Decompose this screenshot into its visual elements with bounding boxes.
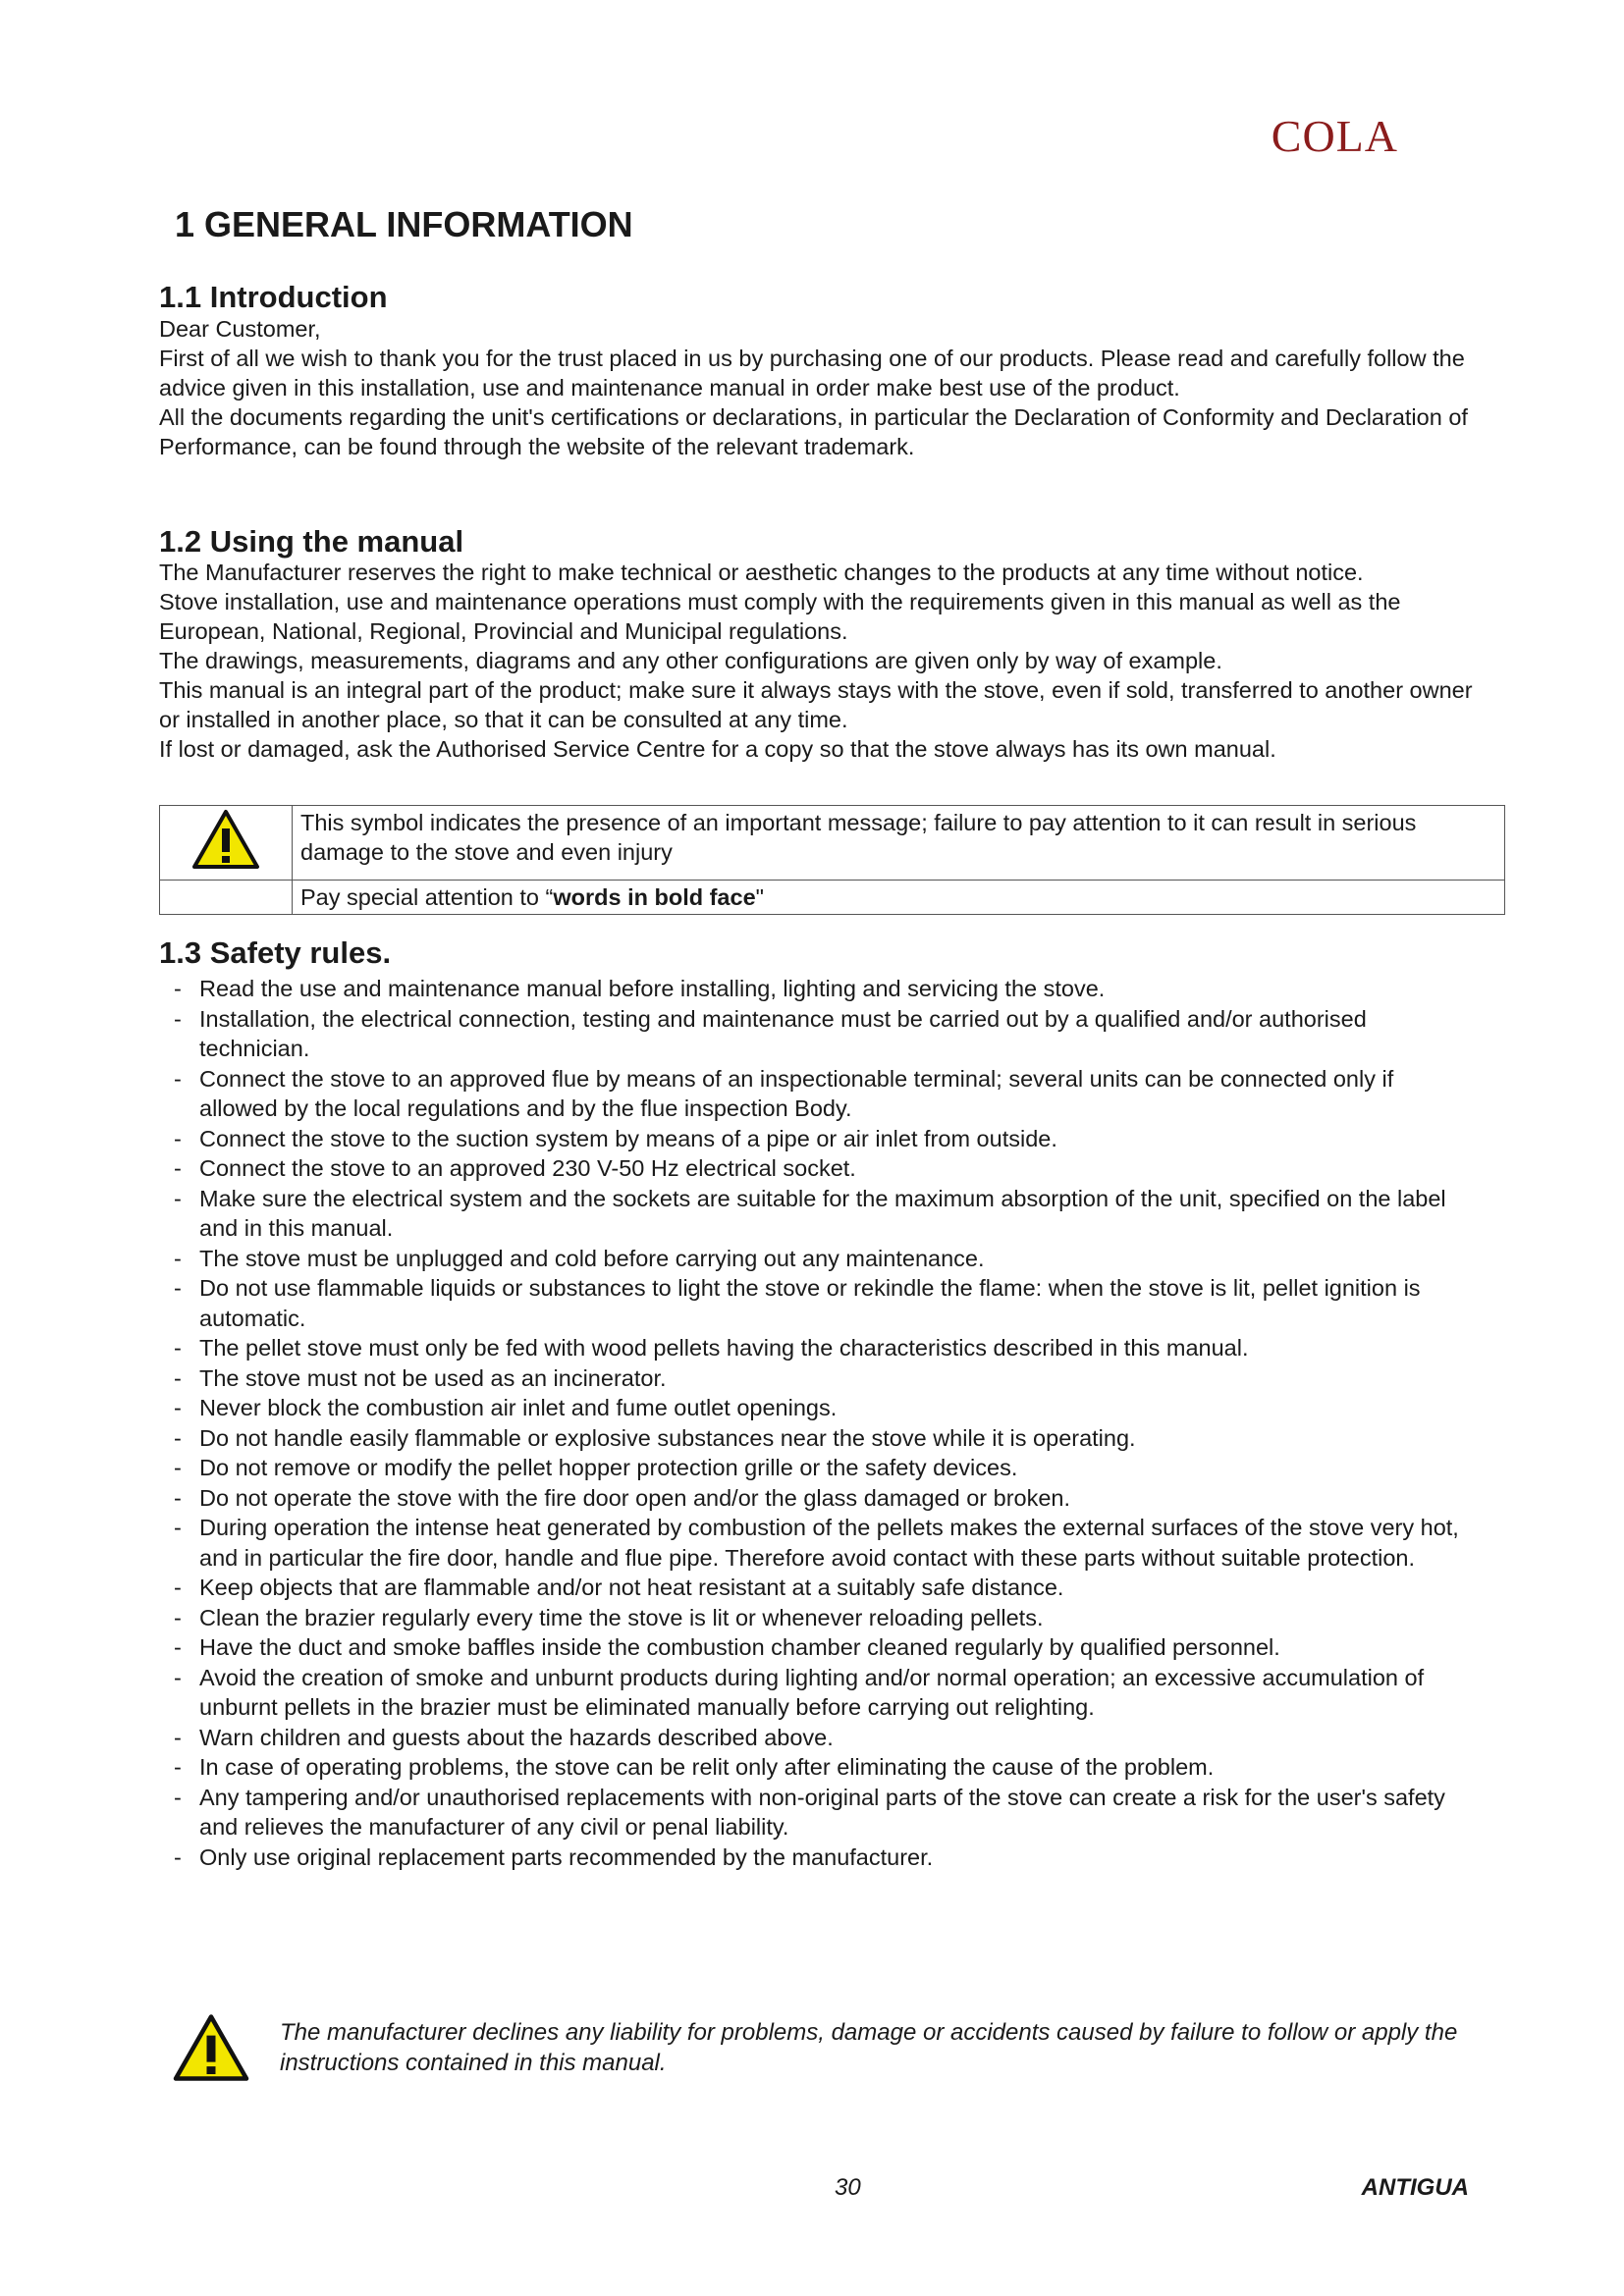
safety-rule: - During operation the intense heat generated by combustion of the pellets makes the external surfaces of the stove very hot, and in particular the fire door, handle and flue pipe. Therefore avoid contact with these parts without suitable protection. [172,1513,1478,1573]
intro-paragraph: Dear Customer, [159,316,321,342]
liability-note: The manufacturer declines any liability for problems, damage or accidents caused by failure to follow or apply the instructions contained in this manual. [280,2019,1458,2076]
safety-rule: - Only use original replacement parts recommended by the manufacturer. [172,1842,1478,1873]
safety-rule: - Keep objects that are flammable and/or not heat resistant at a suitably safe distance. [172,1573,1478,1603]
intro-paragraph: First of all we wish to thank you for the trust placed in us by purchasing one of our products. Please read and carefully follow the advice given in this installation, use and maintenance manual in order make best use of the product. [159,346,1465,400]
intro-text [159,314,1487,461]
bold-note-prefix: Pay special attention to “ [300,884,554,910]
safety-rule: - Warn children and guests about the hazards described above. [172,1723,1478,1753]
safety-rule: - Do not operate the stove with the fire door open and/or the glass damaged or broken. [172,1483,1478,1514]
safety-rule: - Clean the brazier regularly every time the stove is lit or whenever reloading pellets. [172,1603,1478,1633]
manual-paragraph: If lost or damaged, ask the Authorised Service Centre for a copy so that the stove always has its own manual. [159,736,1276,762]
warning-cell [160,806,293,881]
model-name: ANTIGUA [1361,2174,1469,2201]
bold-note-suffix: " [755,884,764,910]
warning-icon [172,2012,250,2083]
safety-rule: - The stove must not be used as an incinerator. [172,1363,1478,1394]
safety-rule: - The stove must be unplugged and cold before carrying out any maintenance. [172,1244,1478,1274]
safety-rule: - Do not handle easily flammable or explosive substances near the stove while it is operating. [172,1423,1478,1454]
safety-rules-list [172,974,1478,1872]
safety-rule: - Do not use flammable liquids or substances to light the stove or rekindle the flame: when the stove is lit, pellet ignition is automatic. [172,1273,1478,1333]
manual-paragraph: This manual is an integral part of the product; make sure it always stays with the stove, even if sold, transferred to another owner or installed in another place, so that it can be consulted at any time. [159,677,1473,732]
bold-note-words: words in bold face [553,884,756,910]
safety-rule: - In case of operating problems, the stove can be relit only after eliminating the cause of the problem. [172,1752,1478,1783]
intro-heading: 1.1 Introduction [159,280,388,314]
liability-warning [172,2012,250,2088]
safety-rule: - Read the use and maintenance manual before installing, lighting and servicing the stove. [172,974,1478,1004]
safety-rule: - Do not remove or modify the pellet hopper protection grille or the safety devices. [172,1453,1478,1483]
safety-rule: - Connect the stove to the suction system by means of a pipe or air inlet from outside. [172,1124,1478,1154]
safety-rule: - Installation, the electrical connection, testing and maintenance must be carried out by a qualified and/or authorised technician. [172,1004,1478,1064]
safety-rule: - Make sure the electrical system and the sockets are suitable for the maximum absorption of the unit, specified on the label and in this manual. [172,1184,1478,1244]
safety-rule: - Never block the combustion air inlet and fume outlet openings. [172,1393,1478,1423]
safety-rule: - Connect the stove to an approved flue by means of an inspectionable terminal; several units can be connected only if allowed by the local regulations and by the flue inspection Body. [172,1064,1478,1124]
page-number: 30 [835,2174,861,2201]
safety-rule: - Have the duct and smoke baffles inside the combustion chamber cleaned regularly by qualified personnel. [172,1632,1478,1663]
manual-paragraph: The Manufacturer reserves the right to make technical or aesthetic changes to the products at any time without notice. [159,560,1364,585]
warning-icon [191,808,260,871]
manual-text [159,558,1487,764]
safety-rule: - Connect the stove to an approved 230 V-50 Hz electrical socket. [172,1153,1478,1184]
section-title: 1 GENERAL INFORMATION [175,204,633,244]
symbol-description: This symbol indicates the presence of an important message; failure to pay attention to it can result in serious damage to the stove and even injury [293,806,1505,881]
brand-logo: COLA [1271,111,1398,161]
manual-heading: 1.2 Using the manual [159,524,464,559]
manual-paragraph: The drawings, measurements, diagrams and any other configurations are given only by way of example. [159,648,1222,673]
safety-heading: 1.3 Safety rules. [159,935,392,970]
intro-paragraph: All the documents regarding the unit's certifications or declarations, in particular the Declaration of Conformity and Declaration of Performance, can be found through the website of the relevant trademark. [159,404,1468,459]
safety-rule: - The pellet stove must only be fed with wood pellets having the characteristics described in this manual. [172,1333,1478,1363]
bold-face-note [293,881,1505,915]
symbol-table [159,805,1505,915]
manual-paragraph: Stove installation, use and maintenance operations must comply with the requirements given in this manual as well as the European, National, Regional, Provincial and Municipal regulations. [159,589,1401,644]
empty-cell [160,881,293,915]
safety-rule: - Any tampering and/or unauthorised replacements with non-original parts of the stove can create a risk for the user's safety and relieves the manufacturer of any civil or penal liability. [172,1783,1478,1842]
safety-rule: - Avoid the creation of smoke and unburnt products during lighting and/or normal operation; an excessive accumulation of unburnt pellets in the brazier must be eliminated manually before carrying out relighting. [172,1663,1478,1723]
